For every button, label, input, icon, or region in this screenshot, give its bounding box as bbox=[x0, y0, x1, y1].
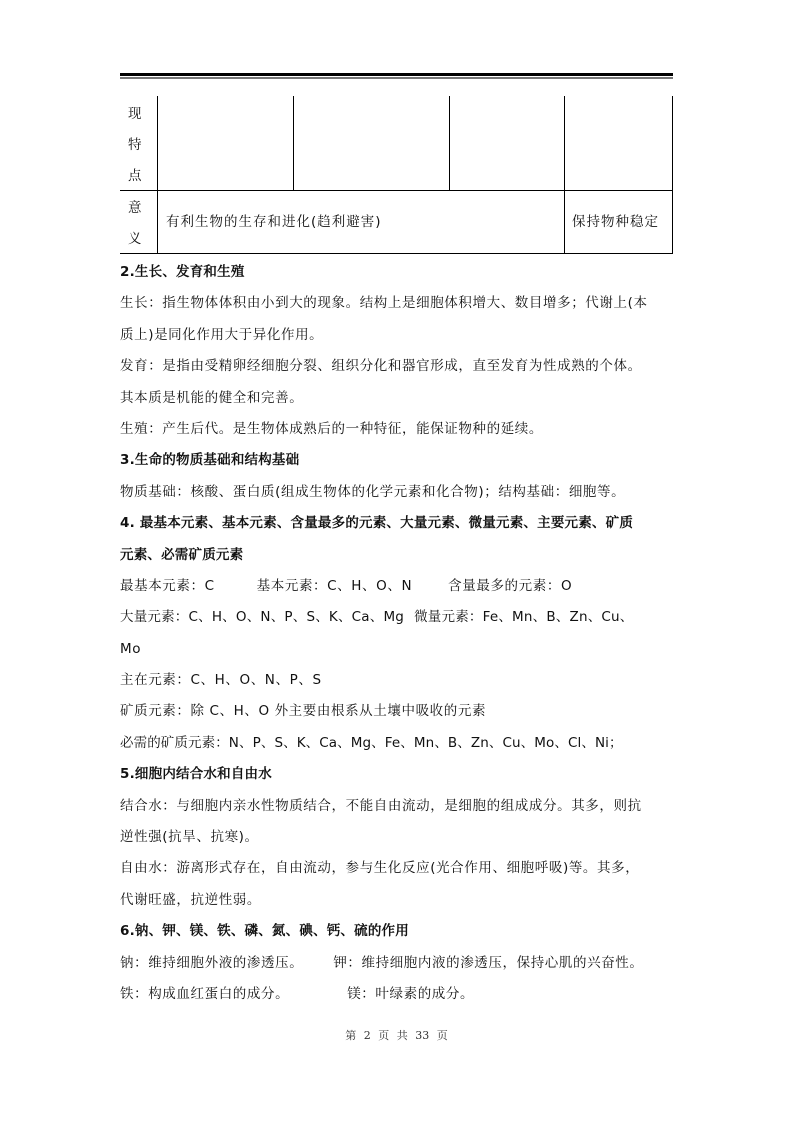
paragraph-line: 生长：指生物体体积由小到大的现象。结构上是细胞体积增大、数目增多；代谢上(本 bbox=[120, 295, 648, 312]
elements-line bbox=[120, 576, 676, 607]
basic-elements: 基本元素：C、H、O、N bbox=[256, 577, 413, 594]
elements-line: 主在元素：C、H、O、N、P、S bbox=[120, 672, 322, 689]
page-number: 第 2 页 共 33 页 bbox=[345, 1029, 448, 1042]
header-rule-thick bbox=[120, 73, 673, 76]
document-body bbox=[120, 262, 676, 1015]
table-col-divider-1 bbox=[157, 96, 158, 254]
significance-right-cell: 保持物种稳定 bbox=[572, 214, 659, 230]
paragraph-line: 逆性强(抗旱、抗寒)。 bbox=[120, 829, 259, 846]
header-rule-thin bbox=[120, 77, 673, 79]
section-heading: 6.钠、钾、镁、铁、磷、氮、碘、钙、硫的作用 bbox=[120, 923, 409, 940]
section-heading: 3.生命的物质基础和结构基础 bbox=[120, 452, 300, 469]
table-col-divider-4 bbox=[564, 96, 565, 254]
macro-elements: 大量元素：C、H、O、N、P、S、K、Ca、Mg bbox=[120, 609, 405, 626]
paragraph-line: 结合水：与细胞内亲水性物质结合，不能自由流动，是细胞的组成成分。其多，则抗 bbox=[120, 797, 642, 814]
sodium-role: 钠：维持细胞外液的渗透压。 bbox=[120, 954, 304, 971]
paragraph-line: 质上)是同化作用大于异化作用。 bbox=[120, 326, 324, 343]
magnesium-role: 镁：叶绿素的成分。 bbox=[347, 985, 475, 1002]
paragraph-line: 发育：是指由受精卵经细胞分裂、组织分化和器官形成，直至发育为性成熟的个体。 bbox=[120, 358, 642, 375]
row1-label-char: 现 bbox=[128, 106, 142, 122]
paragraph-line: 物质基础：核酸、蛋白质(组成生物体的化学元素和化合物)；结构基础：细胞等。 bbox=[120, 483, 626, 500]
comparison-table-fragment bbox=[120, 96, 673, 254]
ions-line bbox=[120, 953, 676, 984]
table-right-border bbox=[672, 96, 673, 254]
row2-label-char: 义 bbox=[128, 231, 142, 247]
elements-line: 矿质元素：除 C、H、O 外主要由根系从土壤中吸收的元素 bbox=[120, 703, 487, 720]
most-content-element: 含量最多的元素：O bbox=[448, 577, 573, 594]
iron-role: 铁：构成血红蛋白的成分。 bbox=[120, 985, 290, 1002]
row1-label-char: 点 bbox=[128, 168, 142, 184]
section-heading: 2.生长、发育和生殖 bbox=[120, 264, 245, 280]
section-heading: 元素、必需矿质元素 bbox=[120, 546, 244, 563]
row1-label-char: 特 bbox=[128, 137, 142, 153]
section-heading: 4. 最基本元素、基本元素、含量最多的元素、大量元素、微量元素、主要元素、矿质 bbox=[120, 515, 634, 532]
table-bottom-border bbox=[120, 253, 673, 254]
significance-left-cell: 有利生物的生存和进化(趋利避害) bbox=[166, 214, 382, 230]
table-col-divider-3 bbox=[449, 96, 450, 190]
elements-line: Mo bbox=[120, 640, 142, 657]
row2-label-char: 意 bbox=[128, 200, 142, 216]
ions-line bbox=[120, 984, 676, 1015]
table-col-divider-2 bbox=[293, 96, 294, 190]
basic-most-element: 最基本元素：C bbox=[120, 577, 215, 594]
potassium-role: 钾：维持细胞内液的渗透压，保持心肌的兴奋性。 bbox=[333, 954, 644, 971]
micro-elements: 微量元素：Fe、Mn、B、Zn、Cu、 bbox=[414, 609, 634, 626]
paragraph-line: 自由水：游离形式存在，自由流动，参与生化反应(光合作用、细胞呼吸)等。其多， bbox=[120, 860, 640, 877]
table-row-divider bbox=[120, 190, 673, 191]
section-heading: 5.细胞内结合水和自由水 bbox=[120, 766, 272, 783]
paragraph-line: 代谢旺盛，抗逆性弱。 bbox=[120, 891, 261, 908]
paragraph-line: 其本质是机能的健全和完善。 bbox=[120, 389, 304, 406]
paragraph-line: 生殖：产生后代。是生物体成熟后的一种特征，能保证物种的延续。 bbox=[120, 420, 543, 437]
elements-line bbox=[120, 607, 676, 638]
elements-line: 必需的矿质元素：N、P、S、K、Ca、Mg、Fe、Mn、B、Zn、Cu、Mo、Cl、Ni； bbox=[120, 734, 623, 751]
